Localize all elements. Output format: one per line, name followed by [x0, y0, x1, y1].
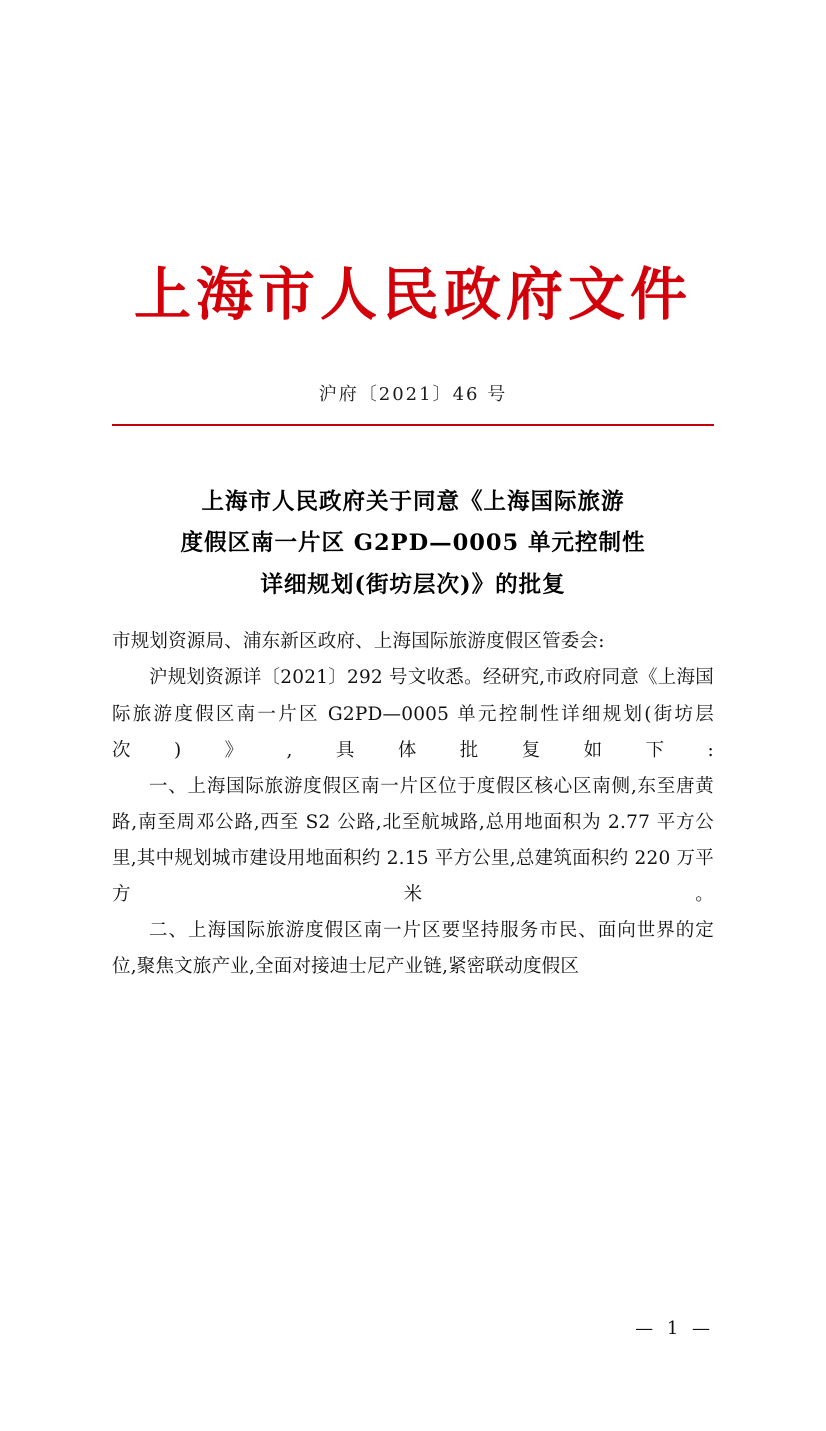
document-body — [112, 624, 714, 985]
masthead-title: 上海市人民政府文件 — [134, 261, 692, 328]
page-number-footer: — 1 — — [635, 1318, 714, 1339]
page-title-line-2: 度假区南一片区 G2PD—0005 单元控制性 — [180, 530, 646, 557]
red-divider-rule — [112, 424, 714, 426]
page-title-line-1: 上海市人民政府关于同意《上海国际旅游 — [201, 488, 625, 515]
page-title — [112, 482, 714, 607]
document-number: 沪府〔2021〕46 号 — [318, 383, 508, 405]
body-paragraph-1: 沪规划资源详〔2021〕292 号文收悉。经研究,市政府同意《上海国际旅游度假区南一片区 G2PD—0005 单元控制性详细规划(街坊层次)》,具体批复如下: — [112, 667, 714, 761]
body-paragraph-2: 一、上海国际旅游度假区南一片区位于度假区核心区南侧,东至唐黄路,南至周邓公路,西至 S2 公路,北至航城路,总用地面积为 2.77 平方公里,其中规划城市建设用地面积约 2.15 平方公里,总建筑面积约 220 万平方米。 — [112, 775, 714, 905]
body-paragraph-3: 二、上海国际旅游度假区南一片区要坚持服务市民、面向世界的定位,聚焦文旅产业,全面对接迪士尼产业链,紧密联动度假区 — [112, 919, 714, 977]
addressee-line: 市规划资源局、浦东新区政府、上海国际旅游度假区管委会: — [112, 631, 605, 653]
document-page — [0, 262, 826, 1431]
page-title-line-3: 详细规划(街坊层次)》的批复 — [260, 571, 566, 598]
